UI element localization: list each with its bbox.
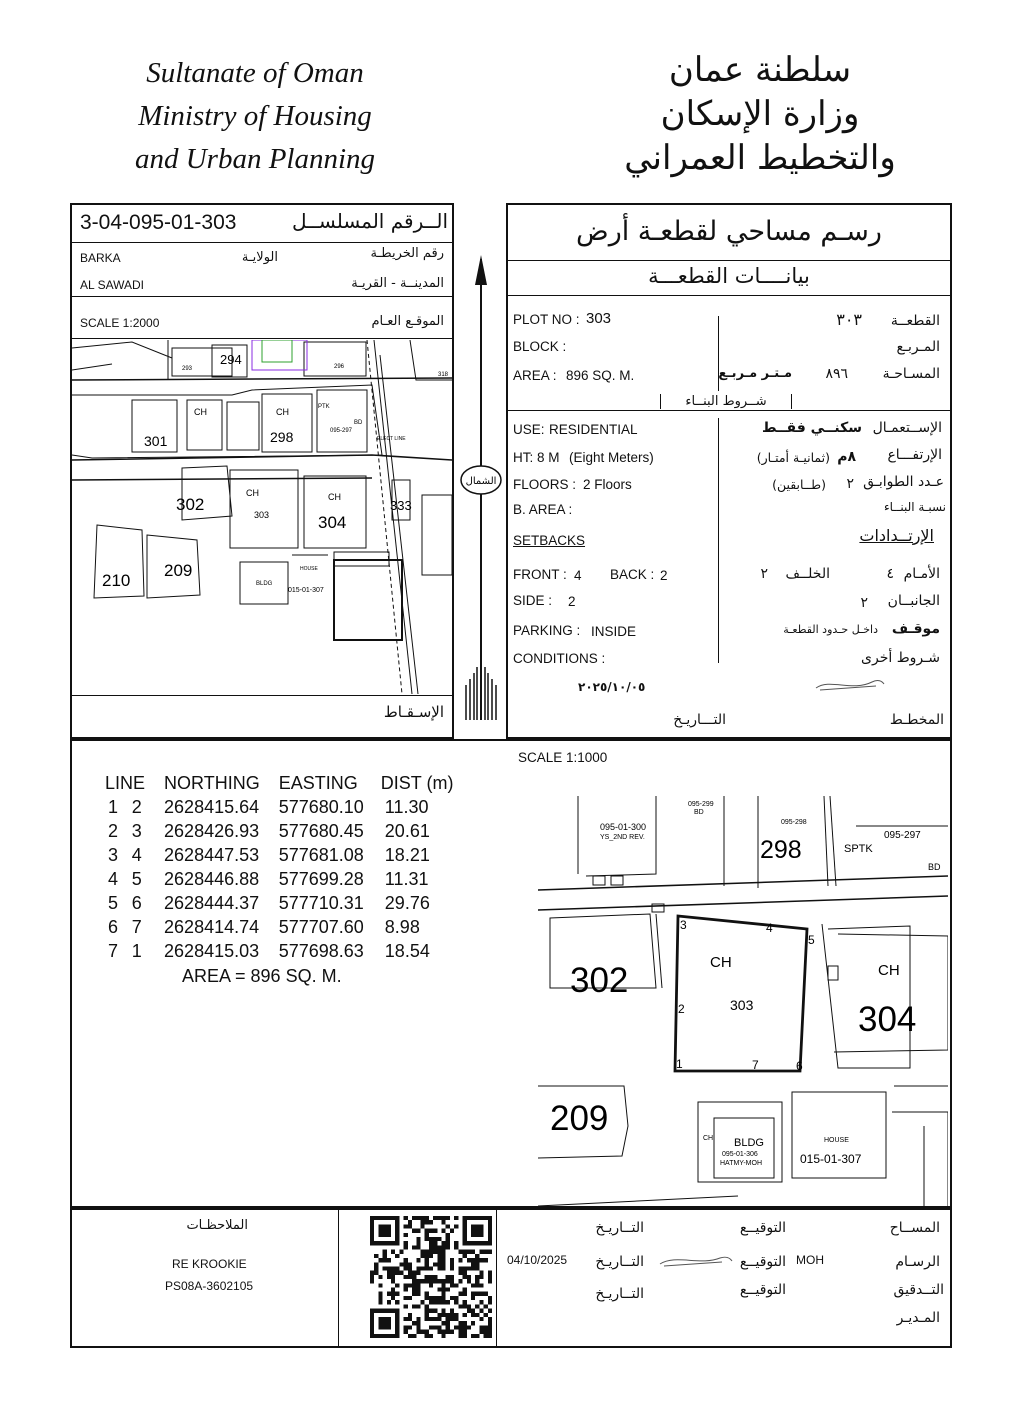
total-area: AREA = 896 SQ. M. [182, 966, 342, 986]
line-from: 1 [108, 796, 119, 817]
line-from: 3 [108, 844, 119, 865]
plot-no-value: 303 [586, 310, 612, 327]
detail-298: 298 [760, 836, 802, 864]
line-to: 5 [131, 868, 142, 889]
line-to: 4 [131, 844, 142, 865]
detail-scale: SCALE 1:1000 [518, 750, 608, 765]
map-label-304: 304 [318, 513, 347, 532]
easting: 577680.10 [278, 796, 364, 817]
notes-label: الملاحظـات [186, 1218, 248, 1233]
easting: 577699.28 [278, 868, 364, 889]
line-to: 7 [131, 916, 142, 937]
map-label-298: 298 [270, 429, 294, 445]
projection-label: الإسـقـاط [383, 703, 444, 721]
date-ar-label: التـــاريـخ [673, 712, 726, 728]
map-label-302: 302 [176, 495, 205, 514]
back-ar-label: الخلــف [785, 566, 830, 582]
serial-value: 3-04-095-01-303 [80, 211, 237, 234]
use-value: RESIDENTIAL [549, 422, 638, 437]
vertex-4: 4 [766, 921, 773, 935]
back-ar-value: ٢ [760, 566, 768, 582]
table-row [100, 795, 458, 819]
conditions-label: CONDITIONS : [513, 651, 606, 666]
dist: 18.21 [384, 844, 430, 865]
map-label-ptk: PTK [318, 404, 330, 410]
table-row [100, 891, 458, 915]
use-label: USE: [513, 422, 545, 437]
floors-ar-value: ٢ [846, 476, 854, 492]
plot-ar-label: القطعــة [890, 313, 940, 329]
barea-ar-label: نسبـة البنــاء [884, 500, 946, 514]
parking-value: INSIDE [591, 624, 637, 639]
arabic-line-2: وزارة الإسكان [660, 94, 860, 134]
row2-date: 04/10/2025 [507, 1253, 568, 1267]
map-label-303: 303 [254, 510, 270, 520]
english-line-1: Sultanate of Oman [146, 57, 364, 89]
plot-no-label: PLOT NO : [513, 312, 580, 327]
wilayat-label: الولايـة [241, 250, 278, 265]
front-label: FRONT : [513, 567, 567, 582]
dist: 11.30 [384, 796, 429, 817]
drafter-signature [656, 1250, 736, 1272]
detail-code-297: 095-297 [884, 830, 921, 841]
northing: 2628414.74 [164, 916, 260, 937]
map-label-code-297: 095-297 [330, 428, 353, 434]
site-scale: SCALE 1:2000 [80, 316, 160, 330]
row2-role: الرسـام [895, 1254, 940, 1270]
floors-ar-desc: (طــابقين) [772, 477, 826, 492]
map-label-318: 318 [438, 372, 449, 378]
barea-label: B. AREA : [513, 502, 573, 517]
header-dist: DIST (m) [380, 772, 454, 793]
dist: 18.54 [384, 940, 430, 961]
map-label-301: 301 [144, 433, 168, 449]
table-row [100, 867, 458, 891]
header-easting: EASTING [278, 772, 358, 793]
detail-hatmy: HATMY-MOH [720, 1160, 762, 1167]
row2-name: MOH [796, 1253, 824, 1267]
vertex-1: 1 [676, 1057, 683, 1071]
english-line-3: and Urban Planning [134, 143, 376, 175]
floors-label: FLOORS : [513, 477, 577, 492]
front-ar-value: ٤ [886, 566, 894, 582]
line-to: 3 [131, 820, 142, 841]
note-line-1: RE KROOKIE [172, 1257, 247, 1271]
northing: 2628426.93 [164, 820, 260, 841]
back-value: 2 [660, 568, 668, 583]
line-from: 7 [108, 940, 119, 961]
planner-label: المخطـط [889, 712, 944, 728]
side-ar-label: الجانبــان [887, 593, 940, 609]
detail-bd-2: BD [928, 862, 941, 872]
qr-code [370, 1216, 492, 1338]
row1-sign-label: التوقيــع [739, 1220, 786, 1236]
north-arrow [458, 255, 504, 725]
dist: 8.98 [384, 916, 420, 937]
vertex-3: 3 [680, 918, 687, 932]
dist: 29.76 [384, 892, 430, 913]
map-label-ch-4: CH [328, 492, 341, 502]
detail-code-306: 095-01-306 [722, 1151, 758, 1158]
detail-ch-3: CH [703, 1135, 714, 1142]
row3-sign-label: التوقيــع [739, 1282, 786, 1298]
map-label-296: 296 [334, 364, 345, 370]
detail-ch-2: CH [878, 962, 900, 979]
side-ar-value: ٢ [860, 595, 868, 611]
table-row [100, 819, 458, 843]
map-label-333: 333 [390, 498, 412, 513]
northing: 2628447.53 [164, 844, 260, 865]
plot-data-title: بيانــــات القطعـــة [648, 264, 810, 288]
detail-304: 304 [858, 1000, 917, 1039]
row1-date-label: التــاريـخ [595, 1220, 644, 1236]
easting: 577710.31 [278, 892, 364, 913]
map-label-bldg: BLDG [256, 581, 273, 587]
ht-ar-label: الإرتفـــاع [887, 447, 942, 463]
area-ar-label: المسـاحـة [882, 366, 940, 382]
issue-date-value: ٢٠٢٥/١٠/٠٥ [578, 680, 646, 694]
vertex-2: 2 [678, 1002, 685, 1016]
side-value: 2 [568, 594, 576, 609]
table-row [100, 939, 458, 963]
detail-code-299: 095-299 [688, 801, 714, 808]
block-ar-label: المـربـع [896, 339, 940, 355]
map-label-293: 293 [182, 366, 193, 372]
row4-role: المـديـر [896, 1310, 940, 1326]
map-label-210: 210 [102, 571, 131, 590]
dist: 20.61 [384, 820, 430, 841]
detail-sptk: SPTK [844, 843, 873, 855]
ht-ar-value: ٨م [837, 449, 856, 465]
city-label: المدينــة - القريـة [351, 276, 444, 291]
table-row [100, 915, 458, 939]
setbacks-label: SETBACKS [513, 533, 586, 548]
line-to: 1 [131, 940, 142, 961]
coordinates-table [100, 771, 458, 963]
detail-302: 302 [570, 961, 629, 1000]
building-conditions-heading: شــروط البنــاء [660, 394, 792, 409]
area-value: 896 SQ. M. [566, 368, 635, 383]
line-to: 6 [131, 892, 142, 913]
vertex-7: 7 [752, 1058, 759, 1072]
map-no-label: رقم الخريطـة [370, 246, 444, 261]
arabic-line-3: والتخطيط العمراني [624, 138, 896, 178]
easting: 577698.63 [278, 940, 364, 961]
detail-code-307: 015-01-307 [800, 1152, 862, 1166]
detail-code-300: 095-01-300 [600, 822, 647, 832]
north-label: الشمال [465, 476, 497, 487]
english-line-2: Ministry of Housing [138, 100, 372, 132]
vertex-6: 6 [796, 1059, 803, 1073]
area-label: AREA : [513, 368, 557, 383]
plot-ar-value: ٣٠٣ [836, 310, 862, 329]
detail-303: 303 [730, 997, 754, 1013]
northing: 2628415.03 [164, 940, 260, 961]
plot-survey-title: رسـم مساحي لقطعـة أرض [576, 216, 882, 247]
floors-ar-label: عـدد الطوابـق [863, 474, 944, 490]
northing: 2628446.88 [164, 868, 260, 889]
location-map [72, 340, 452, 694]
header-line: LINE [105, 772, 146, 793]
detail-house: HOUSE [824, 1137, 849, 1144]
header-northing: NORTHING [164, 772, 260, 793]
ht-value: 8 M [537, 450, 560, 465]
row1-role: المســاح [889, 1220, 940, 1236]
parking-ar-value: داخـل حـدود القطعـة [783, 623, 878, 636]
ministry-name-english [90, 52, 420, 181]
row2-sign-label: التوقيــع [739, 1254, 786, 1270]
row3-role: التــدقيق [893, 1282, 944, 1298]
general-location-label: الموقـع العـام [371, 314, 444, 329]
use-ar-value: سكنــي فقــط [761, 420, 862, 436]
detail-209: 209 [550, 1099, 609, 1138]
northing: 2628415.64 [164, 796, 260, 817]
map-label-bd: BD [354, 420, 363, 426]
easting: 577681.08 [278, 844, 364, 865]
easting: 577680.45 [278, 820, 364, 841]
map-label-ch-3: CH [246, 488, 259, 498]
northing: 2628444.37 [164, 892, 260, 913]
dist: 11.31 [384, 868, 429, 889]
line-from: 2 [108, 820, 119, 841]
setbacks-ar-label: الإرتــدادات [859, 526, 934, 545]
signature-mark [812, 672, 888, 696]
map-label-code-307: 015-01-307 [288, 587, 324, 594]
arabic-line-1: سلطنة عمان [668, 50, 852, 90]
city-value: AL SAWADI [80, 278, 145, 292]
detail-code-298: 095-298 [781, 819, 807, 826]
table-row [100, 843, 458, 867]
ministry-name-arabic [620, 48, 900, 180]
conditions-ar-label: شـروط أخرى [861, 650, 940, 666]
parking-ar-label: موقـف [891, 621, 940, 637]
map-label-elect: ELECT LINE [377, 436, 406, 442]
map-label-209: 209 [164, 561, 193, 580]
serial-label: الــرقم المسلســل [291, 209, 448, 233]
line-to: 2 [131, 796, 142, 817]
map-label-house: HOUSE [300, 566, 318, 572]
row3-date-label: التــاريـخ [595, 1286, 644, 1302]
ht-label: HT: [513, 450, 534, 465]
detail-bldg: BLDG [734, 1137, 764, 1149]
wilayat-value: BARKA [80, 251, 121, 265]
line-from: 4 [108, 868, 119, 889]
easting: 577707.60 [278, 916, 364, 937]
map-label-294: 294 [220, 352, 242, 367]
parking-label: PARKING : [513, 623, 581, 638]
side-label: SIDE : [513, 593, 553, 608]
note-line-2: PS08A-3602105 [165, 1279, 254, 1293]
row2-date-label: التــاريـخ [595, 1254, 644, 1270]
use-ar-label: الإســتعمـال [872, 420, 942, 436]
ht-ar-desc: (ثمانيـة أمتـار) [756, 450, 830, 465]
coordinates-header-row [100, 771, 458, 795]
detail-bd-1: BD [694, 809, 704, 816]
detail-rev: YS_2ND REV. [600, 834, 645, 841]
detail-map [538, 796, 948, 1206]
map-label-ch-1: CH [194, 407, 207, 417]
front-ar-label: الأمـام [903, 566, 940, 582]
ht-desc: (Eight Meters) [569, 450, 654, 465]
front-value: 4 [574, 568, 582, 583]
back-label: BACK : [610, 567, 655, 582]
block-label: BLOCK : [513, 339, 567, 354]
floors-value: 2 Floors [583, 477, 632, 492]
map-label-ch-2: CH [276, 407, 289, 417]
line-from: 5 [108, 892, 119, 913]
area-ar-unit: مـتـر مـربـع [718, 366, 792, 381]
line-from: 6 [108, 916, 119, 937]
vertex-5: 5 [808, 933, 815, 947]
detail-ch-1: CH [710, 954, 732, 971]
area-ar-value: ٨٩٦ [825, 366, 848, 382]
